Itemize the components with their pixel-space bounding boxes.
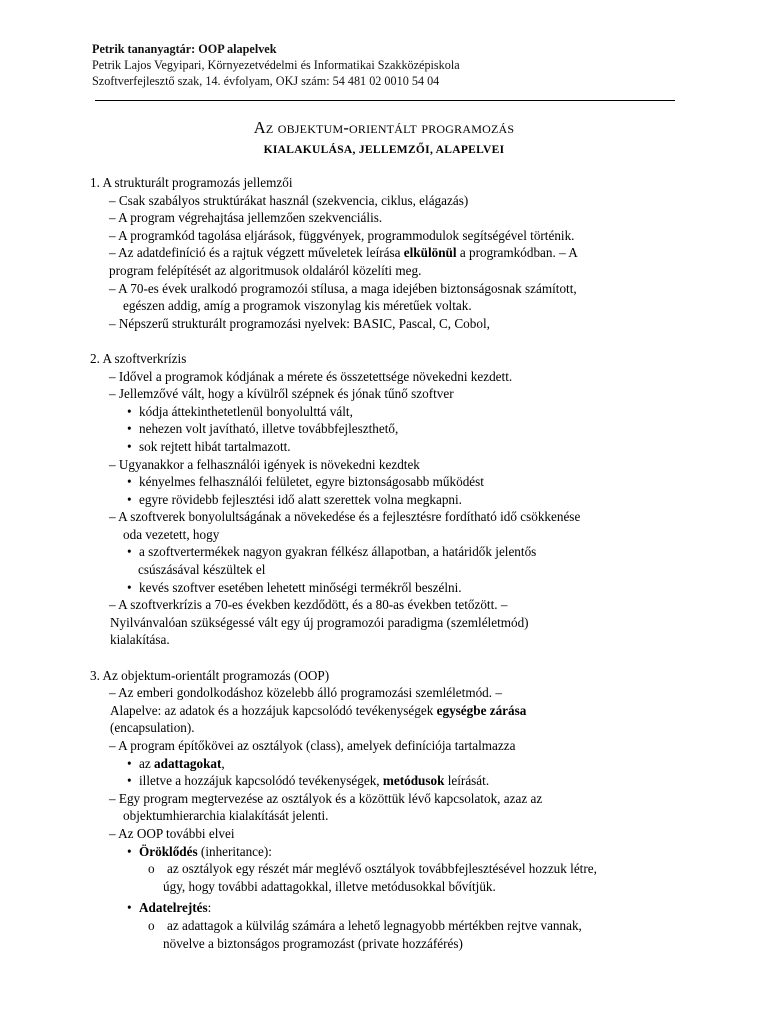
bullet-icon: • xyxy=(127,438,132,454)
text-run: kényelmes felhasználói felületet, egyre biztonságosabb működést xyxy=(139,474,484,490)
bullet-icon: • xyxy=(127,579,132,595)
open-bullet-icon: o xyxy=(148,917,155,933)
bullet-item xyxy=(90,543,690,561)
page-title: Az objektum-orientált programozás xyxy=(253,118,515,137)
bullet-icon: • xyxy=(127,773,132,789)
list-item: – A szoftverkrízis a 70-es években kezdődött, és a 80-as években tetőzött. – xyxy=(109,597,508,613)
text-run: a programkódban. – A xyxy=(459,245,578,261)
list-item: – Az emberi gondolkodáshoz közelebb álló programozási szemléletmód. – xyxy=(109,685,502,701)
emphasis-text: metódusok xyxy=(382,773,445,789)
section-heading: 3. Az objektum-orientált programozás (OOP) xyxy=(90,667,330,683)
list-item: – Idővel a programok kódjának a mérete és összetettsége növekedni kezdett. xyxy=(109,368,513,384)
list-item-continuation: program felépítését az algoritmusok oldaláról közelíti meg. xyxy=(109,262,422,278)
header-line-2: Petrik Lajos Vegyipari, Környezetvédelmi és Informatikai Szakközépiskola xyxy=(92,58,460,72)
text-run: (inheritance): xyxy=(200,843,272,859)
bullet-icon: • xyxy=(127,900,132,916)
list-item-continuation: Nyilvánvalóan szükségessé vált egy új programozói paradigma (szemléletmód) xyxy=(110,614,529,630)
list-item: – A program építőkövei az osztályok (class), amelyek definíciója tartalmazza xyxy=(109,738,516,753)
text-run: sok rejtett hibát tartalmazott. xyxy=(139,438,291,454)
list-item-continuation: oda vezetett, hogy xyxy=(123,526,220,542)
bullet-item xyxy=(90,755,690,773)
text-run: egyre rövidebb fejlesztési idő alatt szerettek volna megkapni. xyxy=(139,491,462,507)
list-item-continuation xyxy=(90,702,690,720)
text-run: – Az adatdefiníció és a rajtuk végzett műveletek leírása xyxy=(109,245,401,261)
list-item: – Népszerű strukturált programozási nyelvek: BASIC, Pascal, C, Cobol, xyxy=(109,315,490,331)
list-item-continuation: kialakítása. xyxy=(110,632,170,648)
bullet-item xyxy=(90,579,690,597)
page-subtitle: KIALAKULÁSA, JELLEMZŐI, ALAPELVEI xyxy=(263,144,505,156)
bullet-item-continuation: csúszásával készültek el xyxy=(138,562,266,578)
bullet-icon: • xyxy=(127,491,132,507)
list-item: – A programkód tagolása eljárások, függvények, programmodulok segítségével történik. xyxy=(109,227,575,243)
text-run: illetve a hozzájuk kapcsolódó tevékenységek, xyxy=(139,773,380,789)
bullet-item xyxy=(90,403,690,421)
text-run: , xyxy=(221,755,225,771)
list-item: – Csak szabályos struktúrákat használ (szekvencia, ciklus, elágazás) xyxy=(109,192,469,208)
bullet-icon: • xyxy=(127,755,132,771)
bullet-item xyxy=(90,473,690,491)
bullet-item xyxy=(90,438,690,456)
section-heading: 2. A szoftverkrízis xyxy=(90,350,187,366)
list-item: – Egy program megtervezése az osztályok és a közöttük lévő kapcsolatok, azaz az xyxy=(109,790,543,806)
list-item: – A szoftverek bonyolultságának a növekedése és a fejlesztésre fordítható idő csökkenése xyxy=(109,509,581,525)
emphasis-text: elkülönül xyxy=(403,245,457,261)
emphasis-text: Adatelrejtés xyxy=(139,900,208,916)
header-line-3: Szoftverfejlesztő szak, 14. évfolyam, OKJ szám: 54 481 02 0010 54 04 xyxy=(92,74,440,88)
emphasis-text: adattagokat xyxy=(154,755,222,771)
text-run: kevés szoftver esetében lehetett minőségi termékről beszélni. xyxy=(139,579,462,595)
list-item: – A program végrehajtása jellemzően szekvenciális. xyxy=(109,210,383,226)
bullet-icon: • xyxy=(127,843,132,859)
sub-bullet-item-continuation: úgy, hogy további adattagokkal, illetve metódusokkal bővítjük. xyxy=(163,878,496,894)
bullet-icon: • xyxy=(127,403,132,419)
sub-bullet-item-continuation: növelve a biztonságos programozást (private hozzáférés) xyxy=(163,935,463,951)
header-line-1: Petrik tananyagtár: OOP alapelvek xyxy=(92,42,277,56)
sub-bullet-item xyxy=(90,917,690,935)
emphasis-text: egységbe zárása xyxy=(436,702,527,718)
text-run: : xyxy=(207,900,212,916)
emphasis-text: Öröklődés xyxy=(139,843,198,859)
header-divider xyxy=(95,100,675,101)
list-item-continuation: (encapsulation). xyxy=(110,720,195,736)
bullet-item xyxy=(90,491,690,509)
section-heading: 1. A strukturált programozás jellemzői xyxy=(90,175,293,190)
text-run: az adattagok a külvilág számára a lehető legnagyobb mértékben rejtve vannak, xyxy=(167,917,582,933)
list-item xyxy=(90,244,690,262)
list-item: – A 70-es évek uralkodó programozói stílusa, a maga idejében biztonságosnak számított, xyxy=(109,280,577,296)
list-item: – Jellemzővé vált, hogy a kívülről szépnek és jónak tűnő szoftver xyxy=(109,386,454,402)
document-body xyxy=(90,174,690,952)
text-run: leírását. xyxy=(447,773,490,789)
list-item: – Ugyanakkor a felhasználói igények is növekedni kezdtek xyxy=(109,456,420,472)
bullet-icon: • xyxy=(127,544,132,560)
bullet-icon: • xyxy=(127,421,132,437)
text-run: az xyxy=(139,755,151,771)
text-run: a szoftvertermékek nagyon gyakran félkész állapotban, a határidők jelentős xyxy=(139,544,537,560)
text-run: nehezen volt javítható, illetve továbbfejleszthető, xyxy=(139,421,399,437)
document-header xyxy=(92,41,692,89)
list-item-continuation: objektumhierarchia kialakítását jelenti. xyxy=(123,808,329,824)
text-run: az osztályok egy részét már meglévő osztályok továbbfejlesztésével hozzuk létre, xyxy=(167,861,597,877)
text-run: kódja áttekinthetetlenül bonyolulttá vált, xyxy=(139,403,353,419)
bullet-item xyxy=(90,420,690,438)
sub-bullet-item xyxy=(90,860,690,878)
list-item: – Az OOP további elvei xyxy=(109,825,235,841)
bullet-item xyxy=(90,899,690,917)
text-run: Alapelve: az adatok és a hozzájuk kapcsolódó tevékenységek xyxy=(110,702,434,718)
list-item-continuation: egészen addig, amíg a programok viszonylag kis méretűek voltak. xyxy=(123,298,472,314)
bullet-item xyxy=(90,772,690,790)
open-bullet-icon: o xyxy=(148,861,155,877)
bullet-item xyxy=(90,843,690,861)
bullet-icon: • xyxy=(127,474,132,490)
